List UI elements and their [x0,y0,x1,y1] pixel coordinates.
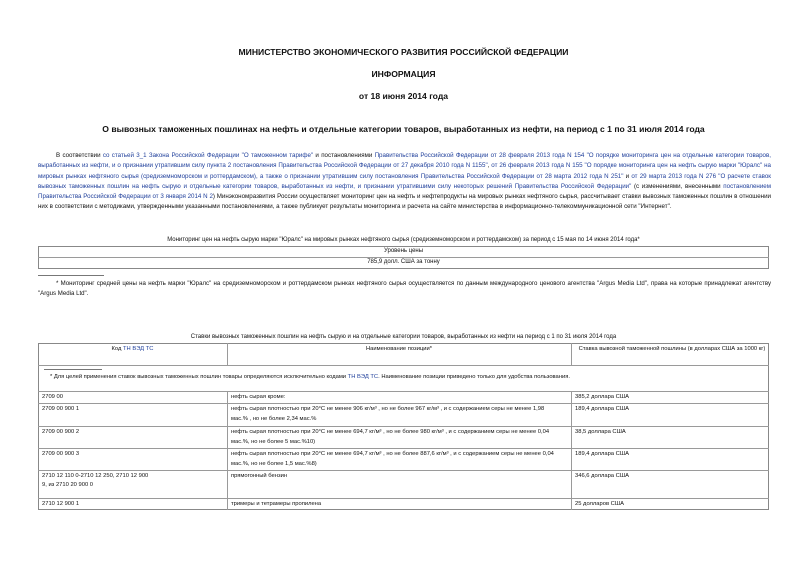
row-divider [38,448,769,449]
row-rate: 25 долларов США [575,501,625,507]
decree-154-link[interactable]: Правительства Российской Федерации от 28 февраля 2013 года N 154 "О порядке мониторинга цен на отдельные категории товаров, выработанных из нефти, и о признании утратившим силу пункта 2 постановления Правительства Российской Федерации от 27 декабря 2010 года N 1155" [38,152,771,170]
intro-paragraph [38,151,771,213]
row-code: 2709 00 900 1 [42,406,80,412]
col-divider [571,391,572,510]
monitoring-divider [38,257,769,258]
row-rate: 189,4 доллара США [575,406,630,412]
row-code: 2710 12 900 1 [42,501,80,507]
footnote-monitoring [38,279,771,300]
intro-text: и постановлениями [313,152,375,159]
row-rate: 189,4 доллара США [575,451,630,457]
row-divider [38,498,769,499]
rates-note [50,373,760,383]
row-divider [38,426,769,427]
note-text: * Для целей применения ставок вывозных таможенных пошлин товары определяются исключительно кодами [50,374,348,380]
row-divider [38,403,769,404]
note-separator [44,369,102,370]
row-name: прямогонный бензин [231,473,288,479]
intro-text: , [487,162,492,170]
note-text: . Наименование позиции приведено только для удобства пользования. [378,374,570,380]
row-code: 2709 00 [42,394,63,400]
intro-text: (с изменениями, внесенными [631,182,724,190]
law-link[interactable]: со статьей 3_1 Закона Российской Федерации "О таможенном тарифе" [102,152,314,159]
note-divider [38,391,769,392]
intro-text: и [623,172,632,180]
header-divider [38,365,769,366]
tnved-note-link[interactable]: ТН ВЭД ТС [347,374,379,380]
decree-155-link[interactable]: от 26 февраля 2013 года N 155 "О порядке мониторинга цен на нефть сырую марки "Юралс" на мировых рынках нефтяного сырья (средиземноморском и роттердамском), а также о признании утратившим силу постановления Правительства Российской Федерации от 28 марта 2012 года N 251" [38,162,771,180]
monitoring-header: Уровень цены [383,248,424,254]
row-code: 2710 12 110 0-2710 12 250, 2710 12 900 9, из 2710 20 900 0 [42,473,149,488]
col-header-code [38,345,227,355]
decree-2-link[interactable]: постановлением Правительства Российской Федерации от 3 января 2014 N 2 [38,182,771,201]
doc-type: ИНФОРМАЦИЯ [371,69,436,79]
row-rate: 346,6 доллара США [575,473,630,479]
row-rate: 38,5 доллара США [575,429,626,435]
row-name: нефть сырая плотностью при 20°С не менее 906 кг/м³ , но не более 967 кг/м³ , и с содержанием серы не менее 1,98 мас.% , но не более 2,34 мас.% [231,406,545,422]
monitoring-caption: Мониторинг цен на нефть сырую марки "Юралс" на мировых рынках нефтяного сырья (средиземноморском и роттердамском) за период с 15 мая по 14 июня 2014 года* [167,237,640,243]
doc-title: О вывозных таможенных пошлинах на нефть и отдельные категории товаров, выработанных из нефти, на период с 1 по 31 июля 2014 года [102,124,705,134]
row-divider [38,470,769,471]
row-name: нефть сырая кроме: [231,394,286,400]
ministry-title: МИНИСТЕРСТВО ЭКОНОМИЧЕСКОГО РАЗВИТИЯ РОССИЙСКОЙ ФЕДЕРАЦИИ [238,47,569,57]
col-header-code-text: Код [111,346,123,352]
row-name: нефть сырая плотностью при 20°С не менее 694,7 кг/м³ , но не более 887,6 кг/м³ , и с содержанием серы не менее 0,04 мас.%, но не более 1,5 мас.%8) [231,451,554,467]
row-code: 2709 00 900 3 [42,451,80,457]
row-name: тримеры и тетрамеры пропилена [231,501,322,507]
doc-date: от 18 июня 2014 года [358,91,449,101]
col-header-rate: Ставка вывозной таможенной пошлины (в долларах США за 1000 кг) [578,346,766,352]
monitoring-value: 785,9 долл. США за тонну [367,259,440,265]
rates-caption: Ставки вывозных таможенных пошлин на нефть сырую и на отдельные категории товаров, выработанных из нефти на период с 1 по 31 июля 2014 года [190,334,617,340]
row-name: нефть сырая плотностью при 20°С не менее 694,7 кг/м³ , но не более 980 кг/м³ , и с содержанием серы не менее 0,04 мас.%, но не более 5 мас.%10) [231,429,550,445]
col-header-name: Наименование позиции* [365,346,433,352]
col-divider [571,343,572,365]
footnote-separator [38,275,104,276]
intro-text: В соответствии [56,152,103,159]
row-code: 2709 00 900 2 [42,429,80,435]
decree-276-link[interactable]: от 29 марта 2013 года N 276 "О расчете ставок вывозных таможенных пошлин на нефть сырую и отдельные категории товаров, выработанных из нефти, и признании утратившими силу некоторых решений Правительства Российской Федерации" [38,172,771,190]
col-divider [227,391,228,510]
tnved-link[interactable]: ТН ВЭД ТС [123,346,154,352]
intro-text: ) Минэкономразвития России осуществляет мониторинг цен на нефть и нефтепродукты на мировых рынках нефтяного сырья, рассчитывает ставки вывозных таможенных пошлин в отношении них в соответствии с методиками, утвержденными указанными постановлениями, а также публикует результаты мониторинга и расчета на сайте министерства в информационно-телекоммуникационной сети "Интернет". [38,193,772,211]
row-rate: 385,2 доллара США [575,394,630,400]
footnote-text: * Мониторинг средней цены на нефть марки "Юралс" на средиземноморском и роттердамском рынках нефтяного сырья осуществляется по данным международного ценового агентства "Argus Media Ltd", права на которые принадлежат агентству "Argus Media Ltd". [38,280,771,298]
